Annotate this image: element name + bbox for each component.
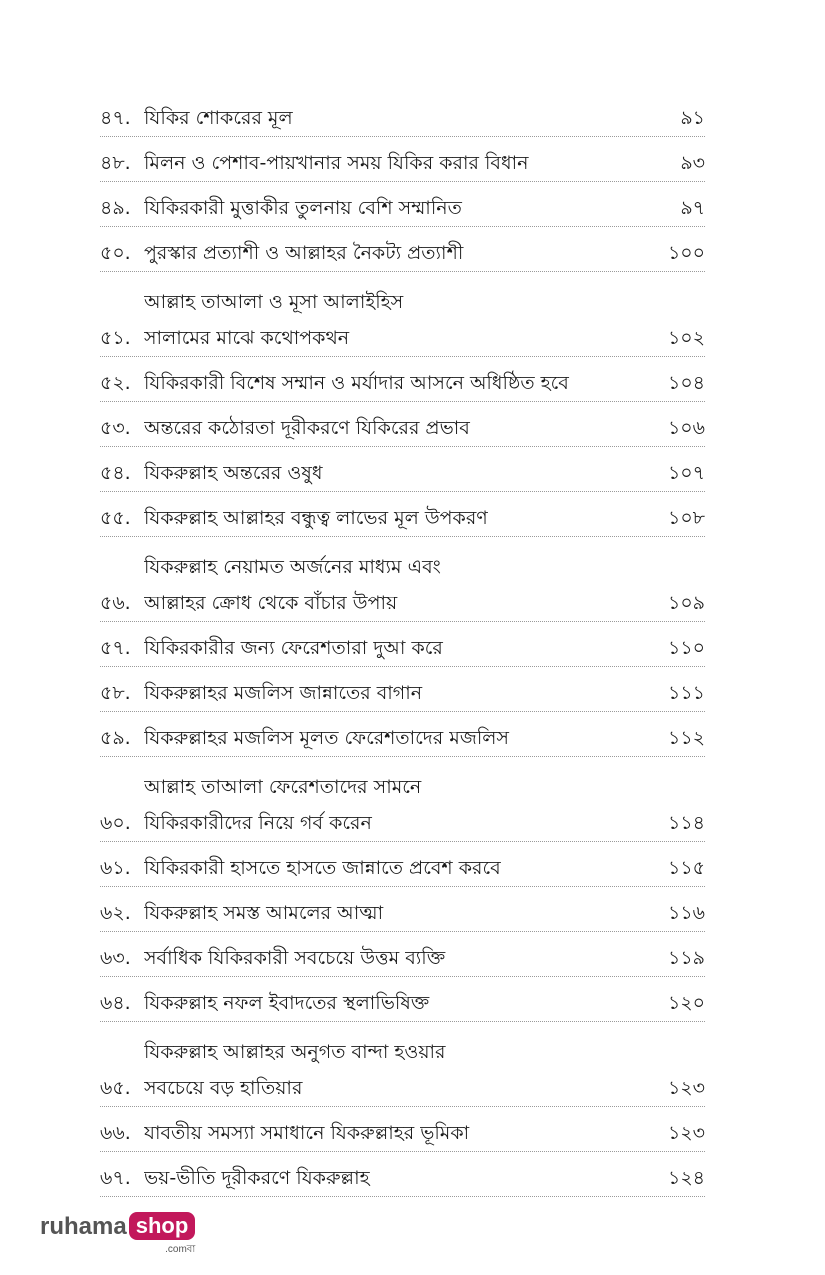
toc-entry-page: ১০৭	[667, 462, 705, 484]
toc-entry-page: ১০৬	[667, 417, 705, 439]
toc-entry-page: ১১২	[667, 727, 705, 749]
toc-entry-title	[144, 895, 655, 931]
toc-entry-number: ৬১.	[100, 857, 131, 879]
toc-entry-number: ৫২.	[100, 372, 131, 394]
toc-entry-title-line1: যিকরুল্লাহ আল্লাহর বন্ধুত্ব লাভের মূল উপকরণ	[144, 507, 488, 529]
toc-entry-title	[144, 769, 655, 841]
toc-entry-title-line1: যিকরুল্লাহ নফল ইবাদতের স্থলাভিষিক্ত	[144, 992, 430, 1014]
toc-entry-number: ৫০.	[100, 242, 131, 264]
toc-entry-number: ৬৭.	[100, 1167, 131, 1189]
toc-entry-page: ৯৩	[680, 152, 705, 174]
toc-entry-number: ৬৬.	[100, 1122, 131, 1144]
toc-entry	[100, 1160, 705, 1197]
toc-entry	[100, 455, 705, 492]
toc-entry-title-line1: যিকরুল্লাহ সমস্ত আমলের আত্মা	[144, 902, 384, 924]
toc-entry-title	[144, 940, 655, 976]
toc-entry-title	[144, 985, 655, 1021]
toc-entry-title-line1: আল্লাহ তাআলা ও মূসা আলাইহিস	[144, 291, 404, 313]
toc-entry-number: ৫৮.	[100, 682, 131, 704]
toc-entry	[100, 940, 705, 977]
toc-entry-page: ১২৩	[667, 1077, 705, 1099]
toc-entry-title	[144, 1160, 655, 1196]
toc-entry-page: ১১১	[668, 682, 705, 704]
toc-entry-title-line2: সবচেয়ে বড় হাতিয়ার	[144, 1077, 303, 1099]
toc-entry-title	[144, 1115, 655, 1151]
toc-entry	[100, 1115, 705, 1152]
toc-entry-page: ৯৭	[680, 197, 705, 219]
toc-entry-title-line1: যিকিরকারী হাসতে হাসতে জান্নাতে প্রবেশ করবে	[144, 857, 501, 879]
toc-entry-title-line1: যাবতীয় সমস্যা সমাধানে যিকরুল্লাহর ভূমিকা	[144, 1122, 470, 1144]
toc-entry	[100, 235, 705, 272]
logo-shop-text: shop	[129, 1212, 196, 1240]
toc-entry	[100, 720, 705, 757]
toc-entry-number: ৫৭.	[100, 637, 131, 659]
toc-entry-title-line1: যিকরুল্লাহর মজলিস জান্নাতের বাগান	[144, 682, 423, 704]
toc-entry-number: ৪৭.	[100, 107, 131, 129]
toc-entry	[100, 850, 705, 887]
toc-entry-title-line1: সর্বাধিক যিকিরকারী সবচেয়ে উত্তম ব্যক্তি	[144, 947, 446, 969]
toc-entry-title-line1: যিকিরকারীর জন্য ফেরেশতারা দুআ করে	[144, 637, 443, 659]
toc-entry-title-line2: আল্লাহর ক্রোধ থেকে বাঁচার উপায়	[144, 592, 398, 614]
toc-entry-title-line1: আল্লাহ তাআলা ফেরেশতাদের সামনে	[144, 776, 422, 798]
toc-entry	[100, 280, 705, 357]
toc-entry-title	[144, 630, 655, 666]
toc-entry-page: ১২৩	[667, 1122, 705, 1144]
toc-entry-page: ১১৪	[668, 812, 705, 834]
toc-entry-title	[144, 850, 655, 886]
toc-entry-number: ৬২.	[100, 902, 131, 924]
toc-entry	[100, 190, 705, 227]
toc-entry-number: ৬০.	[100, 812, 131, 834]
toc-entry-title-line1: ভয়-ভীতি দূরীকরণে যিকরুল্লাহ	[144, 1167, 370, 1189]
toc-entry-page: ১১০	[667, 637, 705, 659]
toc-entry-title-line2: সালামের মাঝে কথোপকথন	[144, 327, 350, 349]
toc-entry	[100, 145, 705, 182]
toc-entry-title-line1: যিকরুল্লাহর মজলিস মূলত ফেরেশতাদের মজলিস	[144, 727, 509, 749]
toc-entry	[100, 1030, 705, 1107]
toc-entry	[100, 630, 705, 667]
toc-entry-title-line1: যিকিরকারী মুত্তাকীর তুলনায় বেশি সম্মানিত	[144, 197, 462, 219]
toc-entry	[100, 500, 705, 537]
toc-entry-title-line2: যিকিরকারীদের নিয়ে গর্ব করেন	[144, 812, 372, 834]
toc-entry-number: ৬৪.	[100, 992, 131, 1014]
toc-entry-page: ১০৪	[667, 372, 705, 394]
toc-entry-number: ৪৮.	[100, 152, 131, 174]
logo-ruhama-text: ruhama	[40, 1213, 127, 1240]
toc-entry-page: ১১৯	[668, 947, 705, 969]
logo-domain-text: .comবা	[165, 1244, 196, 1255]
toc-entry-title	[144, 235, 655, 271]
toc-entry-page: ১১৬	[667, 902, 705, 924]
toc-entry-title-line1: মিলন ও পেশাব-পায়খানার সময় যিকির করার বিধান	[144, 152, 529, 174]
toc-entry-title-line1: পুরস্কার প্রত্যাশী ও আল্লাহর নৈকট্য প্রত্যাশী	[144, 242, 464, 264]
toc-entry-page: ১০৮	[667, 507, 705, 529]
toc-entry-page: ১০২	[667, 327, 705, 349]
toc-entry-title	[144, 145, 655, 181]
toc-entry-number: ৬৩.	[100, 947, 131, 969]
toc-entry-number: ৪৯.	[100, 197, 131, 219]
table-of-contents	[100, 100, 705, 1205]
toc-entry-page: ৯১	[680, 107, 705, 129]
toc-entry-title	[144, 190, 655, 226]
toc-entry-title-line1: যিকির শোকরের মূল	[144, 107, 293, 129]
toc-entry-page: ১০০	[667, 242, 705, 264]
toc-entry-title-line1: অন্তরের কঠোরতা দূরীকরণে যিকিরের প্রভাব	[144, 417, 470, 439]
toc-entry-title	[144, 1034, 655, 1106]
toc-entry-title-line1: যিকিরকারী বিশেষ সম্মান ও মর্যাদার আসনে অধিষ্ঠিত হবে	[144, 372, 569, 394]
toc-entry-title	[144, 675, 655, 711]
toc-entry	[100, 985, 705, 1022]
toc-entry-number: ৫৯.	[100, 727, 131, 749]
toc-entry	[100, 765, 705, 842]
toc-entry-page: ১০৯	[667, 592, 705, 614]
toc-entry-title	[144, 100, 655, 136]
toc-entry-title	[144, 549, 655, 621]
toc-entry-number: ৫৬.	[100, 592, 131, 614]
toc-entry	[100, 675, 705, 712]
toc-entry-title-line1: যিকরুল্লাহ আল্লাহর অনুগত বান্দা হওয়ার	[144, 1041, 446, 1063]
toc-entry-title	[144, 284, 655, 356]
toc-entry-title	[144, 500, 655, 536]
toc-entry-title	[144, 720, 655, 756]
toc-entry-number: ৬৫.	[100, 1077, 131, 1099]
toc-entry-number: ৫৫.	[100, 507, 131, 529]
toc-entry	[100, 895, 705, 932]
toc-entry-title	[144, 410, 655, 446]
toc-entry-title-line1: যিকরুল্লাহ নেয়ামত অর্জনের মাধ্যম এবং	[144, 556, 441, 578]
logo-shop-box	[129, 1212, 196, 1255]
toc-entry	[100, 545, 705, 622]
toc-entry-number: ৫৪.	[100, 462, 131, 484]
toc-entry-page: ১২৪	[667, 1167, 705, 1189]
toc-entry	[100, 410, 705, 447]
toc-entry-number: ৫৩.	[100, 417, 131, 439]
toc-entry-title-line1: যিকরুল্লাহ অন্তরের ওষুধ	[144, 462, 323, 484]
toc-entry-title	[144, 455, 655, 491]
toc-entry-title	[144, 365, 655, 401]
ruhamashop-logo	[40, 1212, 196, 1255]
toc-entry	[100, 100, 705, 137]
toc-entry-number: ৫১.	[100, 327, 131, 349]
toc-entry	[100, 365, 705, 402]
toc-entry-page: ১১৫	[668, 857, 705, 879]
toc-entry-page: ১২০	[667, 992, 705, 1014]
